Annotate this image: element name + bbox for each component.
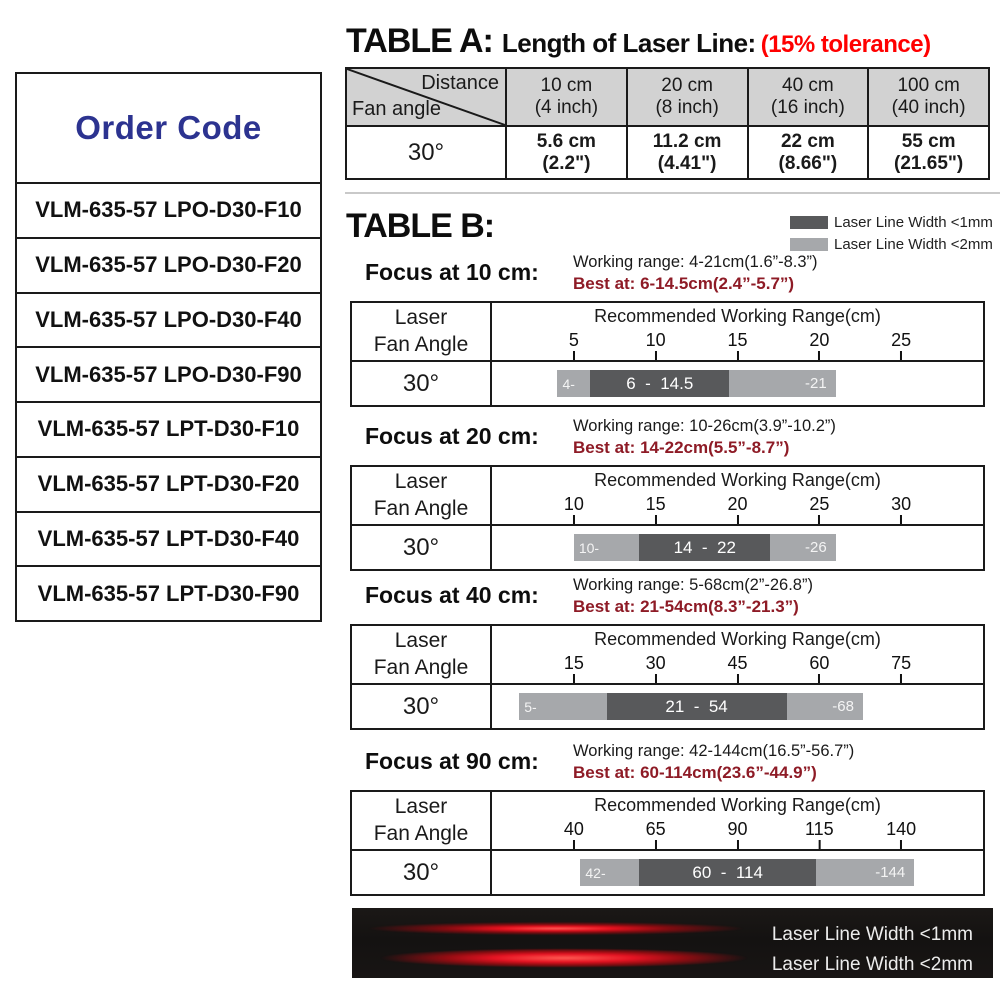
range-bar-segment-1mm xyxy=(590,370,729,397)
axis-tick-label: 15 xyxy=(563,653,584,673)
table-a-value-cell xyxy=(869,127,988,178)
range-axis-title: Recommended Working Range(cm) xyxy=(594,795,881,815)
focus-title: Focus at 10 cm: xyxy=(365,259,539,286)
order-code-value: VLM-635-57 LPO-D30-F10 xyxy=(35,197,302,223)
order-code-row xyxy=(17,184,320,237)
range-bar-segment-1mm xyxy=(607,693,787,720)
axis-tick-mark xyxy=(737,515,739,524)
working-range-text: Working range: 10-26cm(3.9”-10.2”) xyxy=(573,417,836,435)
fan-angle-cell xyxy=(352,851,490,894)
laser-fan-angle-header xyxy=(352,467,490,524)
laser-line-length: 11.2 cm xyxy=(652,130,722,152)
order-code-value: VLM-635-57 LPO-D30-F90 xyxy=(35,361,302,387)
axis-tick-label: 30 xyxy=(645,653,666,673)
axis-tick-mark xyxy=(900,351,902,360)
axis-tick-label: 65 xyxy=(645,819,666,839)
axis-tick xyxy=(886,820,916,849)
range-bar-label: -26 xyxy=(804,539,827,556)
laser-width-1mm-label: Laser Line Width <1mm xyxy=(771,924,973,945)
axis-tick xyxy=(646,820,666,849)
range-bar-label: 6 - 14.5 xyxy=(626,373,694,393)
axis-tick xyxy=(646,495,666,524)
fan-angle-value: 30° xyxy=(402,692,440,720)
range-bar xyxy=(492,851,983,894)
order-code-value: VLM-635-57 LPT-D30-F10 xyxy=(37,416,300,442)
table-a-col-header xyxy=(507,69,626,125)
range-bar-cell xyxy=(492,526,983,569)
range-bar-label: -144 xyxy=(875,864,906,881)
best-at-text: Best at: 60-114cm(23.6”-44.9”) xyxy=(573,762,817,782)
axis-tick-mark xyxy=(573,840,575,849)
focus-90cm-table xyxy=(350,790,985,896)
axis-tick xyxy=(569,331,579,360)
working-range-header xyxy=(492,626,983,683)
fan-angle-cell xyxy=(352,526,490,569)
axis-tick-mark xyxy=(818,840,820,849)
axis-tick-label: 115 xyxy=(804,819,834,839)
focus-40cm-table xyxy=(350,624,985,730)
fan-angle-value: 30° xyxy=(402,858,440,886)
axis-tick xyxy=(727,820,747,849)
focus-title: Focus at 90 cm: xyxy=(365,748,539,775)
axis-tick-mark xyxy=(655,674,657,683)
working-range-text: Working range: 4-21cm(1.6”-8.3”) xyxy=(573,253,818,271)
range-bar-segment-2mm-right xyxy=(787,693,863,720)
range-bar-cell xyxy=(492,851,983,894)
working-range-header xyxy=(492,303,983,360)
axis-tick xyxy=(564,654,584,683)
range-bar-segment-1mm xyxy=(639,859,816,886)
focus-20cm-heading xyxy=(350,416,990,458)
working-range-text: Working range: 42-144cm(16.5”-56.7”) xyxy=(573,742,855,760)
axis-tick-mark xyxy=(573,515,575,524)
axis-tick-mark xyxy=(900,674,902,683)
table-a-col-header xyxy=(749,69,868,125)
table-a xyxy=(345,67,990,180)
header-line: Laser xyxy=(394,629,448,653)
axis-tick-label: 90 xyxy=(727,819,748,839)
legend-swatch-light xyxy=(790,238,828,251)
axis-ticks xyxy=(492,467,983,524)
axis-tick-mark xyxy=(900,840,902,849)
header-line: Laser xyxy=(394,795,448,819)
distance-inches: (4 inch) xyxy=(534,97,599,118)
laser-line-length: 5.6 cm xyxy=(536,130,596,152)
fan-angle-cell xyxy=(352,362,490,405)
laser-fan-angle-header xyxy=(352,626,490,683)
table-a-value-cell xyxy=(749,127,868,178)
axis-tick-label: 140 xyxy=(886,819,917,839)
axis-tick xyxy=(564,495,584,524)
order-code-value: VLM-635-57 LPT-D30-F90 xyxy=(37,580,300,606)
axis-tick-label: 15 xyxy=(727,330,748,350)
order-code-row xyxy=(17,292,320,347)
axis-tick-mark xyxy=(737,840,739,849)
range-axis-title: Recommended Working Range(cm) xyxy=(594,470,881,490)
range-bar-label: 60 - 114 xyxy=(692,862,763,882)
axis-tick-label: 20 xyxy=(809,330,830,350)
laser-line-length: 55 cm xyxy=(901,130,956,152)
focus-title: Focus at 40 cm: xyxy=(365,582,539,609)
axis-tick-mark xyxy=(655,515,657,524)
range-bar-cell xyxy=(492,685,983,728)
range-axis-title: Recommended Working Range(cm) xyxy=(594,306,881,326)
distance-value: 100 cm xyxy=(897,75,960,97)
distance-value: 10 cm xyxy=(540,75,593,97)
table-a-value-cell xyxy=(628,127,747,178)
range-bar-segment-2mm-left xyxy=(519,693,606,720)
axis-tick xyxy=(809,331,829,360)
order-code-row xyxy=(17,511,320,566)
axis-tick-mark xyxy=(573,674,575,683)
axis-tick-label: 10 xyxy=(645,330,666,350)
order-code-value: VLM-635-57 LPO-D30-F20 xyxy=(35,252,302,278)
focus-title: Focus at 20 cm: xyxy=(365,423,539,450)
range-bar-segment-2mm-right xyxy=(729,370,835,397)
axis-ticks xyxy=(492,303,983,360)
laser-fan-angle-header xyxy=(352,792,490,849)
axis-ticks xyxy=(492,792,983,849)
laser-line-length-inches: (2.2") xyxy=(542,152,591,174)
range-bar-label: 5- xyxy=(524,698,537,715)
focus-20cm-table xyxy=(350,465,985,571)
table-a-corner-cell xyxy=(347,69,505,125)
fan-angle-cell xyxy=(352,685,490,728)
range-bar-label: 42- xyxy=(585,864,606,881)
axis-tick xyxy=(727,654,747,683)
focus-10cm-heading xyxy=(350,252,990,294)
table-b-title: TABLE B: xyxy=(346,207,495,245)
axis-tick xyxy=(727,495,747,524)
range-bar-segment-2mm-right xyxy=(816,859,914,886)
working-range-header xyxy=(492,792,983,849)
axis-tick-label: 5 xyxy=(568,330,579,350)
best-at-text: Best at: 21-54cm(8.3”-21.3”) xyxy=(573,596,799,616)
range-bar-segment-1mm xyxy=(639,534,770,561)
table-a-col-header xyxy=(869,69,988,125)
table-a-label: TABLE A: xyxy=(346,22,493,60)
distance-value: 40 cm xyxy=(782,75,834,97)
header-line: Fan Angle xyxy=(373,332,469,356)
laser-line-length-inches: (21.65") xyxy=(894,152,964,174)
range-bar-segment-2mm-left xyxy=(580,859,639,886)
axis-tick-label: 60 xyxy=(809,653,830,673)
header-line: Fan Angle xyxy=(373,496,469,520)
range-bar-label: 14 - 22 xyxy=(673,537,736,557)
axis-tick xyxy=(809,654,829,683)
range-bar xyxy=(492,685,983,728)
laser-line-thin-image xyxy=(368,922,744,935)
axis-tick-mark xyxy=(573,351,575,360)
axis-tick-mark xyxy=(900,515,902,524)
axis-tick-label: 10 xyxy=(563,494,584,514)
range-bar xyxy=(492,526,983,569)
laser-line-thick-image xyxy=(380,949,748,967)
axis-ticks xyxy=(492,626,983,683)
fan-angle-value: 30° xyxy=(402,369,440,397)
legend-label: Laser Line Width <2mm xyxy=(834,236,993,253)
axis-tick-mark xyxy=(655,840,657,849)
axis-tick-mark xyxy=(737,674,739,683)
distance-inches: (8 inch) xyxy=(655,97,719,118)
focus-10cm-table xyxy=(350,301,985,407)
axis-tick-label: 25 xyxy=(891,330,912,350)
axis-tick xyxy=(564,820,584,849)
table-a-subtitle: Length of Laser Line: xyxy=(501,28,756,58)
axis-tick-mark xyxy=(818,674,820,683)
order-code-row xyxy=(17,456,320,511)
order-code-value: VLM-635-57 LPT-D30-F40 xyxy=(37,525,300,551)
header-line: Fan Angle xyxy=(373,655,469,679)
range-bar-label: 10- xyxy=(578,539,600,556)
axis-tick-label: 40 xyxy=(563,819,584,839)
axis-tick-label: 75 xyxy=(891,653,912,673)
legend-row xyxy=(790,214,993,231)
axis-tick-label: 20 xyxy=(727,494,748,514)
range-bar xyxy=(492,362,983,405)
order-code-value: VLM-635-57 LPO-D30-F40 xyxy=(35,306,302,332)
laser-fan-angle-header xyxy=(352,303,490,360)
focus-40cm-heading xyxy=(350,575,990,617)
best-at-text: Best at: 6-14.5cm(2.4”-5.7”) xyxy=(573,273,795,293)
distance-inches: (40 inch) xyxy=(891,97,966,118)
header-line: Laser xyxy=(394,306,448,330)
order-code-row xyxy=(17,237,320,292)
header-line: Fan Angle xyxy=(373,821,469,845)
axis-tick-mark xyxy=(818,351,820,360)
header-line: Laser xyxy=(394,470,448,494)
axis-tick xyxy=(891,331,911,360)
axis-tick xyxy=(809,495,829,524)
fan-angle-value: 30° xyxy=(407,138,445,166)
range-bar-label: -21 xyxy=(805,375,827,392)
axis-tick-label: 25 xyxy=(809,494,830,514)
order-code-row xyxy=(17,401,320,456)
order-code-title: Order Code xyxy=(75,109,262,146)
working-range-header xyxy=(492,467,983,524)
range-axis-title: Recommended Working Range(cm) xyxy=(594,629,881,649)
laser-line-length: 22 cm xyxy=(780,130,835,152)
best-at-text: Best at: 14-22cm(5.5”-8.7”) xyxy=(573,437,790,457)
axis-tick xyxy=(891,495,911,524)
order-code-row xyxy=(17,565,320,620)
legend-swatch-dark xyxy=(790,216,828,229)
table-a-value-cell xyxy=(507,127,626,178)
fan-angle-value: 30° xyxy=(402,533,440,561)
distance-value: 20 cm xyxy=(661,75,713,97)
corner-distance-label: Distance xyxy=(421,72,499,94)
range-bar-segment-2mm-left xyxy=(557,370,590,397)
table-a-fan-angle-cell xyxy=(347,127,505,178)
distance-inches: (16 inch) xyxy=(770,97,845,118)
order-code-row xyxy=(17,346,320,401)
laser-width-2mm-label: Laser Line Width <2mm xyxy=(771,954,973,975)
axis-tick xyxy=(646,331,666,360)
axis-tick-mark xyxy=(818,515,820,524)
order-code-header xyxy=(17,74,320,184)
table-a-tolerance: (15% tolerance) xyxy=(760,31,931,58)
range-bar-label: 4- xyxy=(562,375,575,392)
range-bar-segment-2mm-left xyxy=(574,534,639,561)
axis-tick-label: 30 xyxy=(891,494,912,514)
axis-tick-label: 45 xyxy=(727,653,748,673)
legend-label: Laser Line Width <1mm xyxy=(834,214,993,231)
table-a-col-header xyxy=(628,69,747,125)
range-bar-segment-2mm-right xyxy=(770,534,835,561)
axis-tick xyxy=(891,654,911,683)
table-a-title xyxy=(346,22,931,61)
axis-tick-mark xyxy=(655,351,657,360)
laser-width-legend xyxy=(790,214,993,253)
axis-tick xyxy=(727,331,747,360)
working-range-text: Working range: 5-68cm(2”-26.8”) xyxy=(573,576,813,594)
axis-tick-label: 15 xyxy=(645,494,666,514)
axis-tick xyxy=(805,820,834,849)
axis-tick xyxy=(646,654,666,683)
laser-line-length-inches: (4.41") xyxy=(657,152,717,174)
range-bar-label: -68 xyxy=(832,698,854,715)
range-bar-cell xyxy=(492,362,983,405)
laser-photo-panel xyxy=(352,908,993,978)
focus-90cm-heading xyxy=(350,741,990,783)
corner-fan-angle-label: Fan angle xyxy=(352,98,441,120)
laser-line-length-inches: (8.66") xyxy=(778,152,838,174)
order-code-value: VLM-635-57 LPT-D30-F20 xyxy=(37,471,300,497)
order-code-table xyxy=(15,72,322,622)
range-bar-label: 21 - 54 xyxy=(665,696,728,716)
section-divider xyxy=(345,192,1000,194)
legend-row xyxy=(790,236,993,253)
axis-tick-mark xyxy=(737,351,739,360)
